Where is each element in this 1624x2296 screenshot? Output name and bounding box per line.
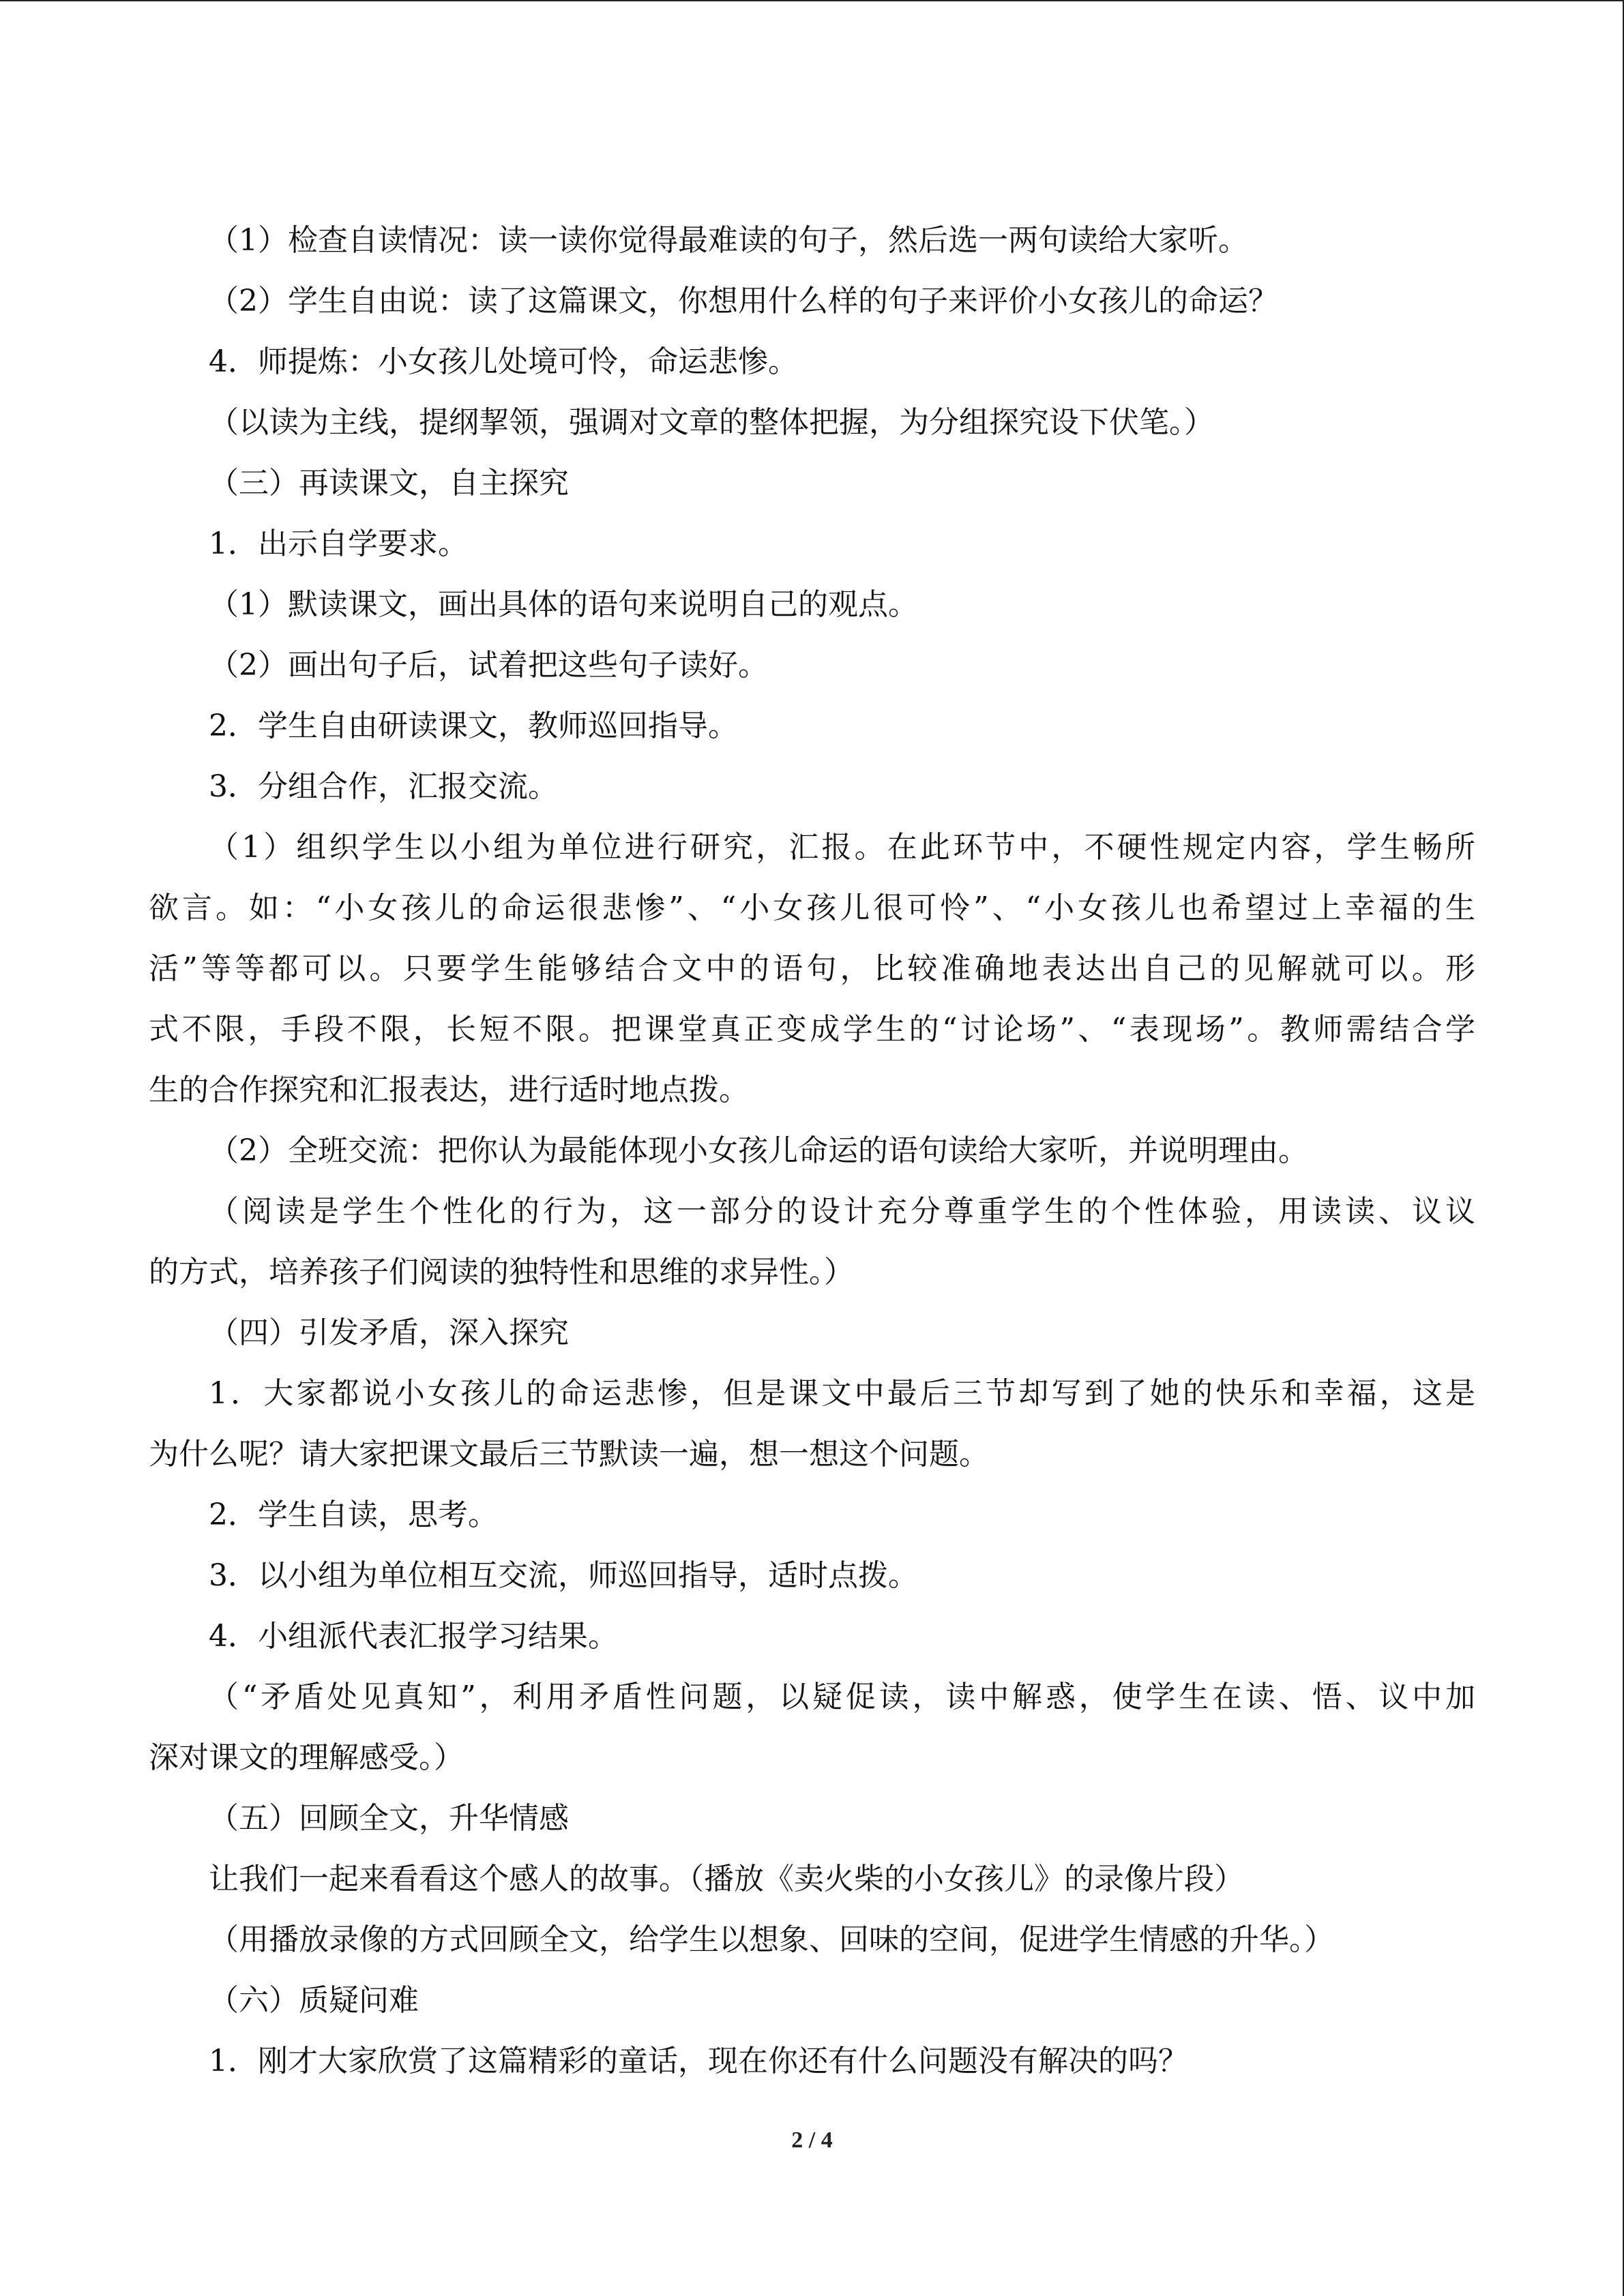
section-heading: （四）引发矛盾，深入探究 bbox=[209, 1315, 569, 1350]
text-line: （1）检查自读情况：读一读你觉得最难读的句子，然后选一两句读给大家听。 bbox=[209, 223, 1248, 258]
section-heading: （三）再读课文，自主探究 bbox=[209, 466, 569, 501]
page-edge-top bbox=[0, 0, 1624, 1]
text-line: 深对课文的理解感受。） bbox=[149, 1740, 464, 1775]
text-line: 1．大家都说小女孩儿的命运悲惨，但是课文中最后三节却写到了她的快乐和幸福，这是 bbox=[209, 1376, 1475, 1411]
text-line: （以读为主线，提纲挈领，强调对文章的整体把握，为分组探究设下伏笔。） bbox=[209, 405, 1214, 440]
text-line: 1．刚才大家欣赏了这篇精彩的童话，现在你还有什么问题没有解决的吗？ bbox=[209, 2044, 1188, 2078]
text-line: 2．学生自读，思考。 bbox=[209, 1497, 498, 1532]
text-line: 让我们一起来看看这个感人的故事。（播放《卖火柴的小女孩儿》的录像片段） bbox=[209, 1862, 1244, 1896]
text-line: 2．学生自由研读课文，教师巡回指导。 bbox=[209, 709, 738, 743]
text-line: 欲言。如：“小女孩儿的命运很悲惨”、“小女孩儿很可怜”、“小女孩儿也希望过上幸福的生 bbox=[149, 891, 1475, 925]
text-line: 4．师提炼：小女孩儿处境可怜，命运悲惨。 bbox=[209, 344, 798, 379]
section-heading: （五）回顾全文，升华情感 bbox=[209, 1801, 569, 1836]
text-line: 为什么呢？请大家把课文最后三节默读一遍，想一想这个问题。 bbox=[149, 1437, 989, 1472]
text-line: （阅读是学生个性化的行为，这一部分的设计充分尊重学生的个性体验，用读读、议议 bbox=[209, 1194, 1475, 1229]
text-line: 生的合作探究和汇报表达，进行适时地点拨。 bbox=[149, 1073, 749, 1107]
text-line: 1．出示自学要求。 bbox=[209, 526, 468, 561]
text-line: 活”等等都可以。只要学生能够结合文中的语句，比较准确地表达出自己的见解就可以。形 bbox=[149, 951, 1475, 986]
text-line: （“矛盾处见真知”，利用矛盾性问题，以疑促读，读中解惑，使学生在读、悟、议中加 bbox=[209, 1680, 1475, 1714]
text-line: （1）组织学生以小组为单位进行研究，汇报。在此环节中，不硬性规定内容，学生畅所 bbox=[209, 830, 1475, 865]
text-line: 的方式，培养孩子们阅读的独特性和思维的求异性。） bbox=[149, 1255, 854, 1289]
document-body bbox=[149, 210, 1475, 2091]
text-line: （2）全班交流：把你认为最能体现小女孩儿命运的语句读给大家听，并说明理由。 bbox=[209, 1133, 1308, 1168]
text-line: 3．分组合作，汇报交流。 bbox=[209, 769, 558, 804]
text-line: （2）学生自由说：读了这篇课文，你想用什么样的句子来评价小女孩儿的命运？ bbox=[209, 284, 1278, 318]
text-line: 3．以小组为单位相互交流，师巡回指导，适时点拨。 bbox=[209, 1558, 918, 1593]
text-line: （1）默读课文，画出具体的语句来说明自己的观点。 bbox=[209, 587, 918, 622]
text-line: 式不限，手段不限，长短不限。把课堂真正变成学生的“讨论场”、“表现场”。教师需结合学 bbox=[149, 1012, 1475, 1047]
text-line: （2）画出句子后，试着把这些句子读好。 bbox=[209, 648, 768, 683]
section-heading: （六）质疑问难 bbox=[209, 1983, 419, 2018]
text-line: 4．小组派代表汇报学习结果。 bbox=[209, 1619, 618, 1654]
page-number: 2 / 4 bbox=[791, 2128, 833, 2153]
text-line: （用播放录像的方式回顾全文，给学生以想象、回味的空间，促进学生情感的升华。） bbox=[209, 1922, 1334, 1957]
